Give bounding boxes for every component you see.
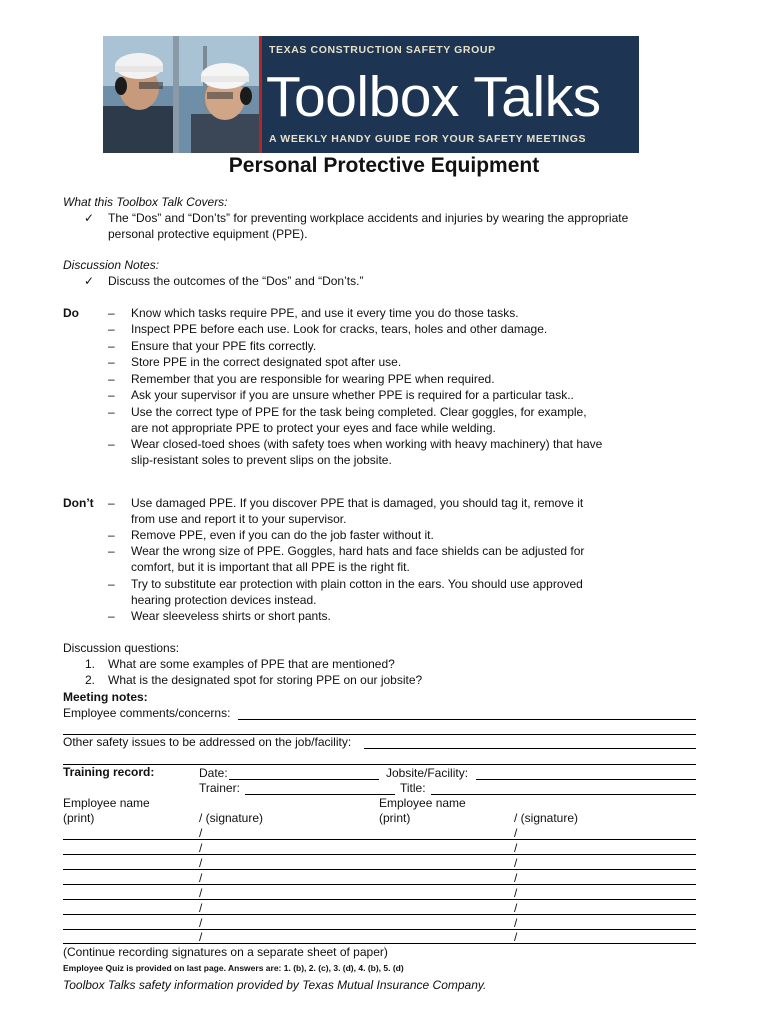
dont-line: from use and report it to your supervisor.: [131, 512, 347, 526]
column-header-signature: / (signature): [514, 811, 579, 825]
do-line: Ask your supervisor if you are unsure whether PPE is required for a particular task..: [131, 388, 574, 402]
title-input-line[interactable]: [431, 794, 696, 795]
bullet-dash: –: [108, 609, 115, 623]
signature-slash: /: [199, 901, 203, 915]
signature-slash: /: [199, 871, 203, 885]
signature-row-line[interactable]: [63, 854, 696, 855]
column-header-print: (print): [379, 811, 411, 825]
check-icon: ✓: [84, 274, 95, 288]
training-record-heading: Training record:: [63, 765, 155, 779]
dont-line: Wear sleeveless shirts or short pants.: [131, 609, 331, 623]
bullet-dash: –: [108, 577, 115, 591]
signature-slash: /: [199, 916, 203, 930]
signature-slash: /: [514, 916, 518, 930]
credit-line: Toolbox Talks safety information provided by Texas Mutual Insurance Company.: [63, 978, 487, 992]
do-line: Use the correct type of PPE for the task being completed. Clear goggles, for example,: [131, 405, 587, 419]
issues-input-line[interactable]: [63, 764, 696, 765]
column-header-name: Employee name: [379, 796, 466, 810]
signature-slash: /: [199, 841, 203, 855]
banner-tagline: A WEEKLY HANDY GUIDE FOR YOUR SAFETY MEETINGS: [269, 133, 587, 145]
bullet-dash: –: [108, 528, 115, 542]
signature-row-line[interactable]: [63, 839, 696, 840]
bullet-dash: –: [108, 372, 115, 386]
signature-slash: /: [514, 856, 518, 870]
bullet-dash: –: [108, 496, 115, 510]
meeting-notes-heading: Meeting notes:: [63, 690, 148, 704]
signature-row-line[interactable]: [63, 884, 696, 885]
signature-row-line[interactable]: [63, 929, 696, 930]
question-number: 1.: [85, 657, 96, 671]
question-item: What is the designated spot for storing PPE on our jobsite?: [108, 673, 423, 687]
signature-slash: /: [199, 856, 203, 870]
do-line: Know which tasks require PPE, and use it every time you do those tasks.: [131, 306, 519, 320]
check-icon: ✓: [84, 211, 95, 225]
toolbox-talks-banner: [103, 36, 639, 153]
do-line: Ensure that your PPE fits correctly.: [131, 339, 317, 353]
dont-line: Remove PPE, even if you can do the job faster without it.: [131, 528, 434, 542]
dont-line: Try to substitute ear protection with plain cotton in the ears. You should use approved: [131, 577, 583, 591]
bullet-dash: –: [108, 437, 115, 451]
title-label: Title:: [400, 781, 426, 795]
questions-heading: Discussion questions:: [63, 641, 180, 655]
comments-label: Employee comments/concerns:: [63, 706, 231, 720]
workers-photo: [103, 36, 259, 153]
jobsite-input-line[interactable]: [476, 779, 696, 780]
signature-row-line[interactable]: [63, 869, 696, 870]
dont-line: hearing protection devices instead.: [131, 593, 317, 607]
covers-item-line: personal protective equipment (PPE).: [108, 227, 308, 241]
signature-slash: /: [199, 930, 203, 944]
discussion-heading: Discussion Notes:: [63, 258, 160, 272]
issues-label: Other safety issues to be addressed on the job/facility:: [63, 735, 352, 749]
bullet-dash: –: [108, 544, 115, 558]
issues-input-line[interactable]: [364, 748, 696, 749]
do-line: are not appropriate PPE to protect your eyes and face while welding.: [131, 421, 496, 435]
bullet-dash: –: [108, 405, 115, 419]
signature-slash: /: [514, 886, 518, 900]
trainer-label: Trainer:: [199, 781, 240, 795]
dont-line: Use damaged PPE. If you discover PPE that is damaged, you should tag it, remove it: [131, 496, 584, 510]
bullet-dash: –: [108, 355, 115, 369]
do-line: slip-resistant soles to prevent slips on the jobsite.: [131, 453, 392, 467]
do-line: Inspect PPE before each use. Look for cracks, tears, holes and other damage.: [131, 322, 548, 336]
column-header-signature: / (signature): [199, 811, 264, 825]
signature-row-line[interactable]: [63, 914, 696, 915]
covers-heading: What this Toolbox Talk Covers:: [63, 195, 228, 209]
column-header-name: Employee name: [63, 796, 150, 810]
dont-label: Don’t: [63, 496, 94, 510]
signature-slash: /: [514, 901, 518, 915]
bullet-dash: –: [108, 388, 115, 402]
dont-line: Wear the wrong size of PPE. Goggles, hard hats and face shields can be adjusted for: [131, 544, 585, 558]
comments-input-line[interactable]: [238, 719, 696, 720]
bullet-dash: –: [108, 322, 115, 336]
signature-slash: /: [199, 886, 203, 900]
date-label: Date:: [199, 766, 228, 780]
continue-note: (Continue recording signatures on a separate sheet of paper): [63, 945, 388, 959]
signature-slash: /: [514, 871, 518, 885]
quiz-note: Employee Quiz is provided on last page. Answers are: 1. (b), 2. (c), 3. (d), 4. (b), 5. (d): [63, 963, 404, 973]
signature-slash: /: [199, 826, 203, 840]
bullet-dash: –: [108, 339, 115, 353]
question-item: What are some examples of PPE that are mentioned?: [108, 657, 395, 671]
date-input-line[interactable]: [229, 779, 379, 780]
signature-row-line[interactable]: [63, 899, 696, 900]
signature-slash: /: [514, 826, 518, 840]
page-title: Personal Protective Equipment: [228, 154, 540, 177]
covers-item-line: The “Dos” and “Don’ts” for preventing workplace accidents and injuries by wearing the appropriate: [108, 211, 629, 225]
discussion-item: Discuss the outcomes of the “Dos” and “Don’ts.”: [108, 274, 364, 288]
column-header-print: (print): [63, 811, 95, 825]
banner-accent-bar: [259, 36, 262, 153]
do-line: Wear closed-toed shoes (with safety toes when working with heavy machinery) that have: [131, 437, 603, 451]
question-number: 2.: [85, 673, 96, 687]
banner-title: Toolbox Talks: [266, 65, 601, 129]
dont-line: comfort, but it is important that all PPE is the right fit.: [131, 560, 410, 574]
do-label: Do: [63, 306, 79, 320]
do-line: Remember that you are responsible for wearing PPE when required.: [131, 372, 495, 386]
banner-org-name: TEXAS CONSTRUCTION SAFETY GROUP: [269, 44, 496, 56]
bullet-dash: –: [108, 306, 115, 320]
do-line: Store PPE in the correct designated spot after use.: [131, 355, 402, 369]
jobsite-label: Jobsite/Facility:: [386, 766, 469, 780]
signature-slash: /: [514, 841, 518, 855]
signature-slash: /: [514, 930, 518, 944]
trainer-input-line[interactable]: [245, 794, 395, 795]
